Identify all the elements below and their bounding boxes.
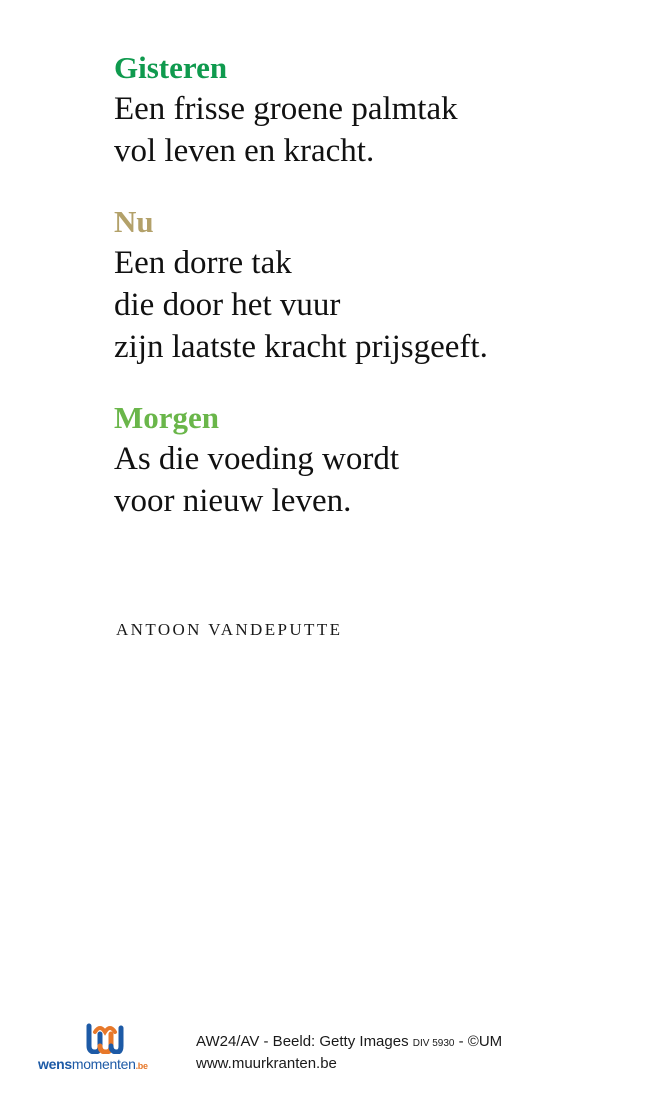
credit-code: DIV 5930 (412, 1038, 455, 1049)
credit-line (196, 1032, 502, 1054)
poem-line: As die voeding wordt (114, 441, 400, 477)
logo-text-part1: wens (38, 1056, 72, 1072)
stanza-heading-gisteren: Gisteren (114, 50, 228, 85)
credit-main: AW24/AV - Beeld: Getty Images (196, 1033, 413, 1050)
stanza-heading-morgen: Morgen (114, 400, 220, 435)
wensmomenten-logo-text (38, 1056, 148, 1072)
stanza-morgen (114, 398, 614, 522)
website-url[interactable]: www.muurkranten.be (196, 1055, 337, 1072)
poem-line: Een frisse groene palmtak (114, 91, 458, 127)
credit-copyright: - ©UM (454, 1033, 503, 1050)
wensmomenten-logo-icon (86, 1022, 124, 1054)
poem-line: vol leven en kracht. (114, 133, 375, 169)
stanza-gisteren (114, 48, 614, 172)
logo-text-part3: .be (135, 1061, 148, 1071)
stanza-heading-nu: Nu (114, 204, 154, 239)
poem-line: voor nieuw leven. (114, 483, 352, 519)
logo-text-part2: momenten (71, 1056, 136, 1072)
poem-line: zijn laatste kracht prijsgeeft. (114, 329, 488, 365)
stanza-nu (114, 202, 614, 368)
credits (196, 1032, 502, 1074)
poem-line: die door het vuur (114, 287, 341, 323)
poem-line: Een dorre tak (114, 245, 292, 281)
author-name: ANTOON VANDEPUTTE (116, 620, 343, 639)
footer (38, 1022, 628, 1082)
poem (114, 48, 614, 552)
